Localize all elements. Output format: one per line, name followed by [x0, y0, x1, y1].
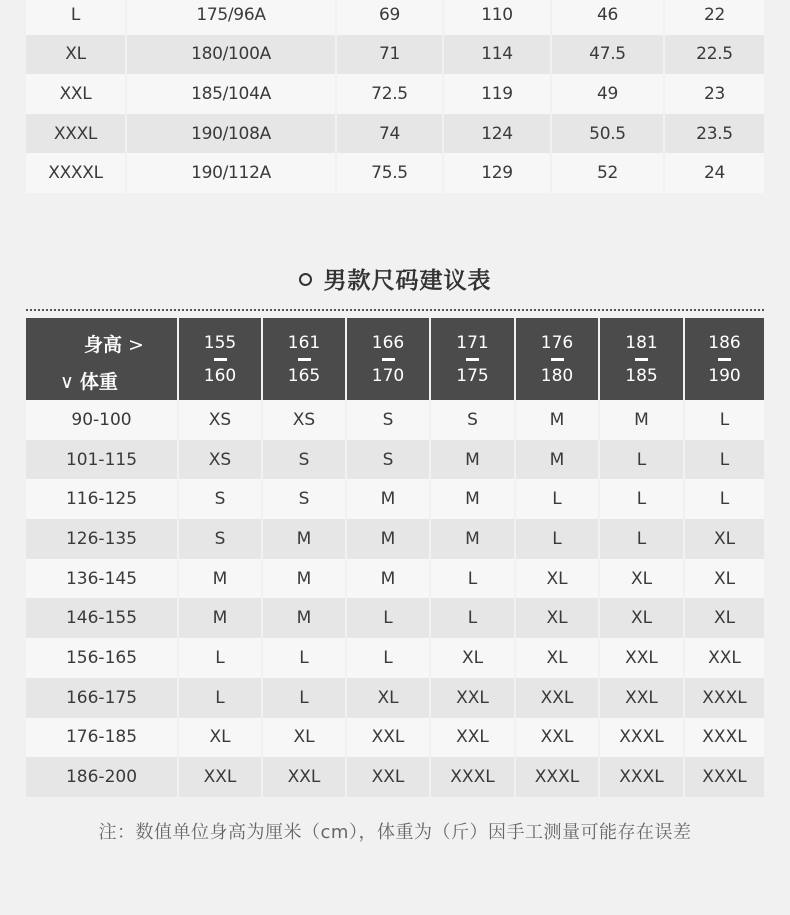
size-cell: M — [262, 598, 346, 638]
size-cell: S — [262, 440, 346, 480]
table-cell: 24 — [664, 153, 764, 193]
size-cell: M — [262, 519, 346, 559]
range-dash — [298, 358, 311, 361]
table-row — [26, 479, 764, 519]
header-corner — [26, 318, 178, 400]
size-cell: XL — [262, 718, 346, 758]
table-cell: 185/104A — [126, 74, 336, 114]
size-cell: L — [346, 638, 430, 678]
size-cell: XXL — [262, 757, 346, 797]
size-cell: M — [515, 400, 599, 440]
range-dash — [214, 358, 227, 361]
size-cell: XXL — [346, 718, 430, 758]
size-cell: XL — [684, 519, 764, 559]
size-cell: L — [599, 440, 684, 480]
height-range-to: 175 — [456, 365, 489, 386]
size-cell: L — [430, 598, 515, 638]
range-dash — [718, 358, 731, 361]
section-title — [0, 262, 790, 295]
size-recommendation-table — [26, 318, 764, 797]
size-cell: M — [346, 559, 430, 599]
table-cell: 47.5 — [551, 35, 664, 75]
weight-range-cell: 176-185 — [26, 718, 178, 758]
size-cell: XXXL — [684, 757, 764, 797]
height-range-header — [599, 318, 684, 400]
table-cell: 50.5 — [551, 114, 664, 154]
size-cell: XXXL — [684, 718, 764, 758]
size-cell: XXXL — [599, 718, 684, 758]
range-dash — [551, 358, 564, 361]
height-range-from: 161 — [287, 332, 321, 353]
table-cell: 180/100A — [126, 35, 336, 75]
range-dash — [466, 358, 479, 361]
footnote: 注：数值单位身高为厘米（cm），体重为（斤）因手工测量可能存在误差 — [98, 822, 692, 843]
size-cell: M — [430, 519, 515, 559]
height-range-to: 170 — [371, 365, 405, 386]
table-row — [26, 114, 764, 154]
height-range-to: 180 — [540, 365, 574, 386]
table-cell: 69 — [336, 0, 443, 35]
section-title-text: 男款尺码建议表 — [323, 268, 492, 294]
height-range-header — [262, 318, 346, 400]
size-cell: XL — [346, 678, 430, 718]
table-cell: 52 — [551, 153, 664, 193]
table-cell: 110 — [443, 0, 551, 35]
table-cell: 22.5 — [664, 35, 764, 75]
table-cell: 190/112A — [126, 153, 336, 193]
size-cell: L — [599, 519, 684, 559]
height-range-from: 155 — [203, 332, 237, 353]
size-cell: L — [262, 638, 346, 678]
size-cell: L — [178, 678, 262, 718]
table-cell: 23.5 — [664, 114, 764, 154]
range-dash — [382, 358, 395, 361]
size-cell: XL — [515, 559, 599, 599]
table-row — [26, 678, 764, 718]
weight-range-cell: 166-175 — [26, 678, 178, 718]
table-row — [26, 559, 764, 599]
table-cell: 74 — [336, 114, 443, 154]
dotted-divider — [26, 309, 764, 311]
height-range-to: 190 — [708, 365, 741, 386]
table-cell: 190/108A — [126, 114, 336, 154]
size-cell: XXXL — [599, 757, 684, 797]
size-cell: XXL — [178, 757, 262, 797]
size-cell: XXL — [599, 678, 684, 718]
height-range-from: 166 — [371, 332, 405, 353]
size-cell: XL — [599, 598, 684, 638]
table-cell: 23 — [664, 74, 764, 114]
weight-range-cell: 116-125 — [26, 479, 178, 519]
size-cell: S — [430, 400, 515, 440]
size-cell: XXL — [684, 638, 764, 678]
height-range-header — [515, 318, 599, 400]
size-cell: XS — [262, 400, 346, 440]
table-row — [26, 440, 764, 480]
range-dash — [635, 358, 648, 361]
size-cell: XXL — [515, 678, 599, 718]
table-row — [26, 400, 764, 440]
weight-range-cell: 90-100 — [26, 400, 178, 440]
circle-icon — [299, 273, 312, 286]
table-row — [26, 153, 764, 193]
table-cell: XXL — [26, 74, 126, 114]
size-cell: XL — [515, 638, 599, 678]
height-range-header — [346, 318, 430, 400]
size-cell: M — [178, 559, 262, 599]
size-cell: M — [430, 440, 515, 480]
size-cell: XXXL — [515, 757, 599, 797]
size-cell: L — [515, 519, 599, 559]
height-range-to: 185 — [625, 365, 658, 386]
table-cell: 46 — [551, 0, 664, 35]
size-cell: M — [346, 479, 430, 519]
size-cell: XL — [684, 598, 764, 638]
table-cell: 22 — [664, 0, 764, 35]
table-cell: XL — [26, 35, 126, 75]
table-cell: 175/96A — [126, 0, 336, 35]
table-cell: 129 — [443, 153, 551, 193]
weight-range-cell: 186-200 — [26, 757, 178, 797]
height-range-to: 160 — [203, 365, 237, 386]
height-range-from: 171 — [456, 332, 489, 353]
height-range-from: 186 — [708, 332, 741, 353]
size-cell: L — [178, 638, 262, 678]
table-row — [26, 74, 764, 114]
size-cell: XXL — [515, 718, 599, 758]
table-cell: 71 — [336, 35, 443, 75]
size-cell: XL — [599, 559, 684, 599]
size-cell: S — [178, 479, 262, 519]
size-cell: M — [515, 440, 599, 480]
table-row — [26, 757, 764, 797]
height-range-header — [684, 318, 764, 400]
table-row — [26, 598, 764, 638]
size-cell: L — [599, 479, 684, 519]
size-cell: M — [430, 479, 515, 519]
table-cell: 49 — [551, 74, 664, 114]
weight-range-cell: 101-115 — [26, 440, 178, 480]
table-cell: 119 — [443, 74, 551, 114]
size-cell: L — [684, 400, 764, 440]
table-cell: 75.5 — [336, 153, 443, 193]
table-cell: XXXXL — [26, 153, 126, 193]
weight-range-cell: 136-145 — [26, 559, 178, 599]
size-cell: XXL — [346, 757, 430, 797]
size-cell: XXL — [430, 678, 515, 718]
chevron-right-icon: > — [128, 334, 144, 356]
weight-header-label: ∨ 体重 — [60, 371, 118, 393]
table-cell: 124 — [443, 114, 551, 154]
size-cell: L — [684, 479, 764, 519]
size-cell: M — [262, 559, 346, 599]
weight-range-cell: 146-155 — [26, 598, 178, 638]
size-cell: L — [515, 479, 599, 519]
weight-range-cell: 156-165 — [26, 638, 178, 678]
table-row — [26, 638, 764, 678]
size-cell: S — [178, 519, 262, 559]
size-cell: XS — [178, 400, 262, 440]
size-cell: S — [262, 479, 346, 519]
size-cell: L — [346, 598, 430, 638]
table-row — [26, 0, 764, 35]
table-cell: 72.5 — [336, 74, 443, 114]
height-range-to: 165 — [287, 365, 321, 386]
size-cell: XXL — [599, 638, 684, 678]
size-cell: L — [684, 440, 764, 480]
size-cell: S — [346, 400, 430, 440]
size-table-partial — [26, 0, 764, 193]
size-cell: S — [346, 440, 430, 480]
table-cell: 114 — [443, 35, 551, 75]
size-cell: L — [430, 559, 515, 599]
table-row — [26, 519, 764, 559]
size-cell: XL — [178, 718, 262, 758]
size-cell: XL — [430, 638, 515, 678]
size-cell: XL — [515, 598, 599, 638]
height-header-label: 身高 > — [84, 334, 144, 356]
size-cell: XXXL — [430, 757, 515, 797]
table-row — [26, 35, 764, 75]
table-row — [26, 718, 764, 758]
size-cell: L — [262, 678, 346, 718]
size-cell: XL — [684, 559, 764, 599]
size-cell: M — [178, 598, 262, 638]
chevron-down-icon: ∨ — [60, 371, 74, 393]
size-cell: M — [346, 519, 430, 559]
height-range-header — [178, 318, 262, 400]
table-cell: L — [26, 0, 126, 35]
height-range-from: 181 — [625, 332, 658, 353]
size-cell: XXL — [430, 718, 515, 758]
height-range-from: 176 — [540, 332, 574, 353]
height-range-header — [430, 318, 515, 400]
weight-range-cell: 126-135 — [26, 519, 178, 559]
size-cell: M — [599, 400, 684, 440]
size-cell: XS — [178, 440, 262, 480]
table-cell: XXXL — [26, 114, 126, 154]
size-cell: XXXL — [684, 678, 764, 718]
